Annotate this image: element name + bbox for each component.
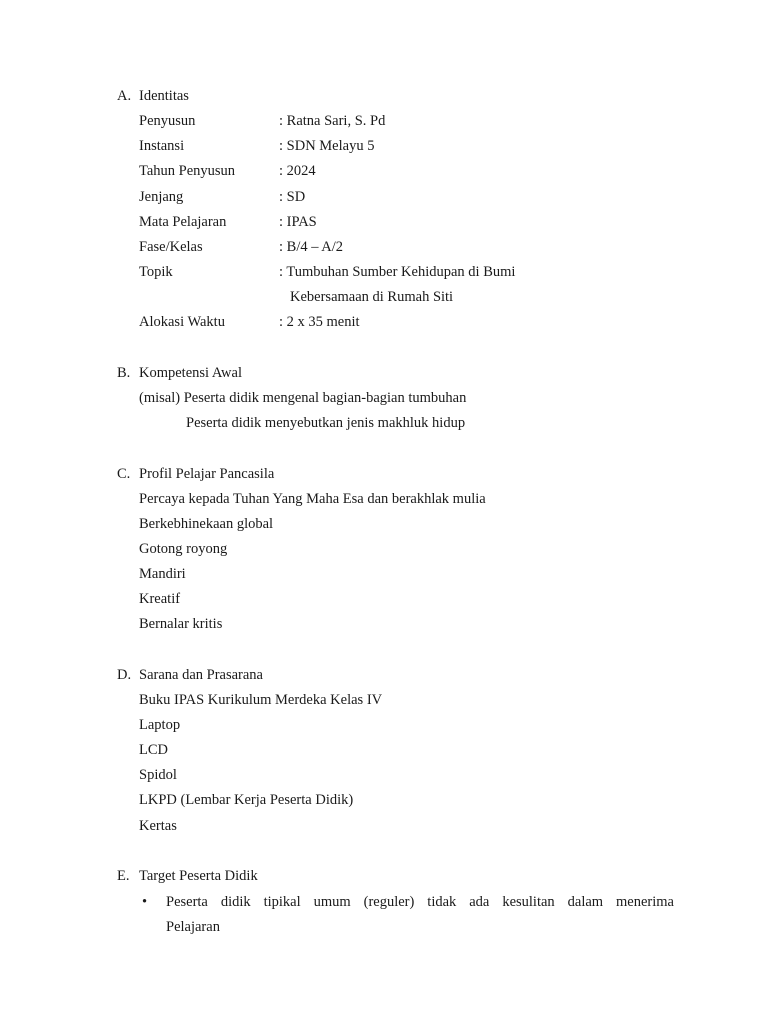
section-b-letter: B. bbox=[117, 365, 131, 381]
identity-label: Jenjang bbox=[139, 189, 184, 205]
target-bullet-text: Peserta didik tipikal umum (reguler) tidak ada kesulitan dalam menerima bbox=[166, 894, 674, 910]
section-d-title: Sarana dan Prasarana bbox=[139, 667, 263, 683]
facility-item: Laptop bbox=[139, 717, 181, 733]
identity-label: Tahun Penyusun bbox=[139, 163, 236, 179]
profile-item: Berkebhinekaan global bbox=[139, 516, 274, 532]
profile-item: Bernalar kritis bbox=[139, 616, 223, 632]
section-b-title: Kompetensi Awal bbox=[139, 365, 242, 381]
identity-value: : 2 x 35 menit bbox=[279, 314, 360, 330]
identity-label: Mata Pelajaran bbox=[139, 214, 227, 230]
section-c-letter: C. bbox=[117, 466, 131, 482]
identity-value: : IPAS bbox=[279, 214, 317, 230]
identity-value-continued: Kebersamaan di Rumah Siti bbox=[290, 289, 454, 305]
profile-item: Percaya kepada Tuhan Yang Maha Esa dan berakhlak mulia bbox=[139, 491, 486, 507]
section-d-letter: D. bbox=[117, 667, 132, 683]
identity-label: Penyusun bbox=[139, 113, 196, 129]
identity-value: : 2024 bbox=[279, 163, 316, 179]
profile-item: Kreatif bbox=[139, 591, 181, 607]
section-c-title: Profil Pelajar Pancasila bbox=[139, 466, 275, 482]
facility-item: Spidol bbox=[139, 767, 177, 783]
profile-item: Mandiri bbox=[139, 566, 186, 582]
facility-item: LKPD (Lembar Kerja Peserta Didik) bbox=[139, 792, 354, 808]
target-bullet-line bbox=[166, 893, 674, 911]
identity-value: : Ratna Sari, S. Pd bbox=[279, 113, 386, 129]
target-bullet-line-continued: Pelajaran bbox=[166, 919, 220, 935]
profile-item: Gotong royong bbox=[139, 541, 228, 557]
section-e-title: Target Peserta Didik bbox=[139, 868, 258, 884]
section-e-letter: E. bbox=[117, 868, 130, 884]
section-a-letter: A. bbox=[117, 88, 132, 104]
facility-item: Buku IPAS Kurikulum Merdeka Kelas IV bbox=[139, 692, 383, 708]
identity-label: Alokasi Waktu bbox=[139, 314, 225, 330]
competency-line: Peserta didik menyebutkan jenis makhluk hidup bbox=[186, 415, 466, 431]
section-a-title: Identitas bbox=[139, 88, 189, 104]
identity-value: : SD bbox=[279, 189, 306, 205]
identity-label: Fase/Kelas bbox=[139, 239, 203, 255]
identity-label: Topik bbox=[139, 264, 173, 280]
identity-value: : Tumbuhan Sumber Kehidupan di Bumi bbox=[279, 264, 516, 280]
facility-item: Kertas bbox=[139, 818, 177, 834]
identity-value: : B/4 – A/2 bbox=[279, 239, 344, 255]
identity-value: : SDN Melayu 5 bbox=[279, 138, 375, 154]
facility-item: LCD bbox=[139, 742, 168, 758]
competency-line: (misal) Peserta didik mengenal bagian-bagian tumbuhan bbox=[139, 390, 467, 406]
bullet-icon: • bbox=[142, 894, 148, 910]
identity-label: Instansi bbox=[139, 138, 185, 154]
